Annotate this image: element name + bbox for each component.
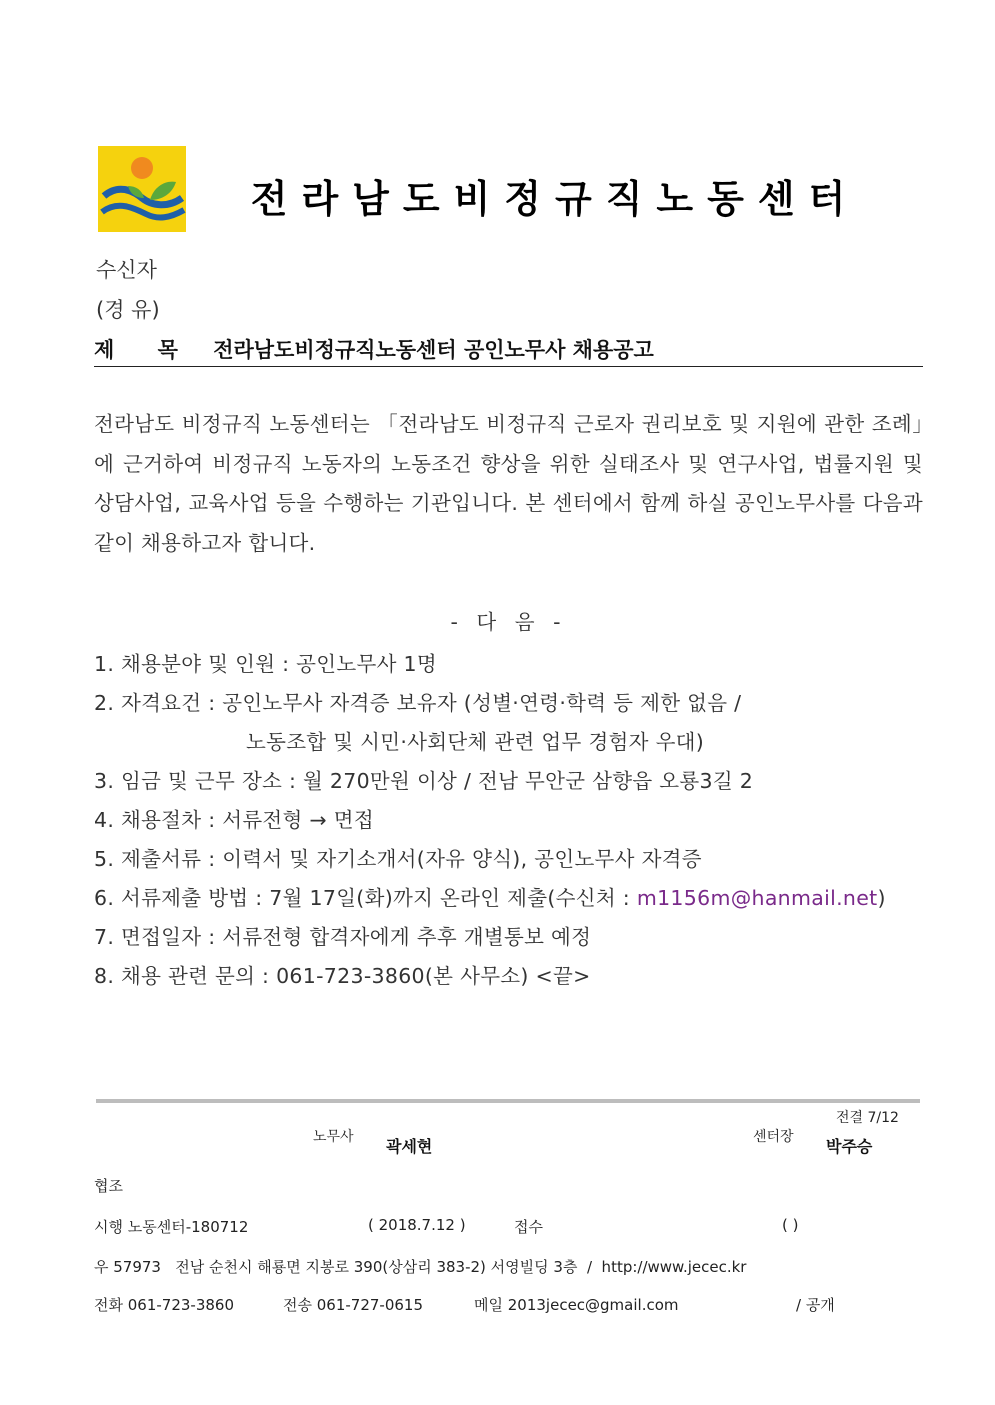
- postal-address: 우 57973 전남 순천시 해룡면 지봉로 390(상삼리 383-2) 서영빌딩 3층 / http://www.jecec.kr: [94, 1258, 747, 1276]
- via-label: (경 유): [96, 298, 160, 322]
- section-heading: - 다 음 -: [450, 610, 567, 634]
- receipt-value: ( ): [782, 1216, 799, 1234]
- phone-number: 전화 061-723-3860: [94, 1296, 235, 1314]
- enforcement-number: 시행 노동센터-180712: [94, 1218, 249, 1236]
- org-title: 전라남도비정규직노동센터: [250, 177, 860, 221]
- list-item: 1. 채용분야 및 인원 : 공인노무사 1명: [94, 652, 437, 676]
- list-item: 5. 제출서류 : 이력서 및 자기소개서(자유 양식), 공인노무사 자격증: [94, 847, 702, 871]
- list-item: 7. 면접일자 : 서류전형 합격자에게 추후 개별통보 예정: [94, 925, 592, 949]
- subject-line: [94, 334, 654, 364]
- subject-label: 제 목: [94, 338, 196, 362]
- director-name: 박주승: [826, 1137, 873, 1156]
- list-item: 3. 임금 및 근무 장소 : 월 270만원 이상 / 전남 무안군 삼향읍 오룡3길 2: [94, 769, 754, 793]
- enforcement-date: ( 2018.7.12 ): [368, 1216, 466, 1234]
- fax-number: 전송 061-727-0615: [283, 1296, 424, 1314]
- list-item-text-end: ): [877, 886, 886, 910]
- director-label: 센터장: [753, 1129, 794, 1145]
- list-item: 2. 자격요건 : 공인노무사 자격증 보유자 (성별·연령·학력 등 제한 없음 /: [94, 691, 742, 715]
- list-item-text: 6. 서류제출 방법 : 7월 17일(화)까지 온라인 제출(수신처 :: [94, 886, 637, 910]
- email-address[interactable]: 메일 2013jecec@gmail.com: [474, 1296, 679, 1314]
- footer-divider: [96, 1099, 920, 1103]
- subject-divider: [94, 366, 923, 367]
- list-item: [94, 881, 886, 911]
- subject-text: 전라남도비정규직노동센터 공인노무사 채용공고: [213, 338, 654, 362]
- approval-note: 전결 7/12: [836, 1110, 899, 1126]
- list-item-continuation: 노동조합 및 시민·사회단체 관련 업무 경험자 우대): [246, 730, 705, 754]
- recipient-label: 수신자: [96, 258, 157, 282]
- body-paragraph: 전라남도 비정규직 노동센터는 「전라남도 비정규직 근로자 권리보호 및 지원에 관한 조례」에 근거하여 비정규직 노동자의 노동조건 향상을 위한 실태조사 및 연구사업, 법률지원 및 상담사업, 교육사업 등을 수행하는 기관입니다. 본 센터에서 함께 하실 공인노무사를 다음과 같이 채용하고자 합니다.: [94, 412, 923, 555]
- email-link[interactable]: m1156m@hanmail.net: [636, 886, 878, 910]
- list-item: 8. 채용 관련 문의 : 061-723-3860(본 사무소) <끝>: [94, 964, 591, 988]
- receipt-label: 접수: [514, 1218, 543, 1236]
- labor-attorney-label: 노무사: [313, 1129, 354, 1145]
- labor-attorney-name: 곽세현: [386, 1137, 433, 1156]
- list-item: 4. 채용절차 : 서류전형 → 면접: [94, 808, 374, 832]
- disclosure-status: / 공개: [796, 1296, 835, 1314]
- cooperation-label: 협조: [94, 1177, 123, 1195]
- org-logo: [98, 146, 186, 232]
